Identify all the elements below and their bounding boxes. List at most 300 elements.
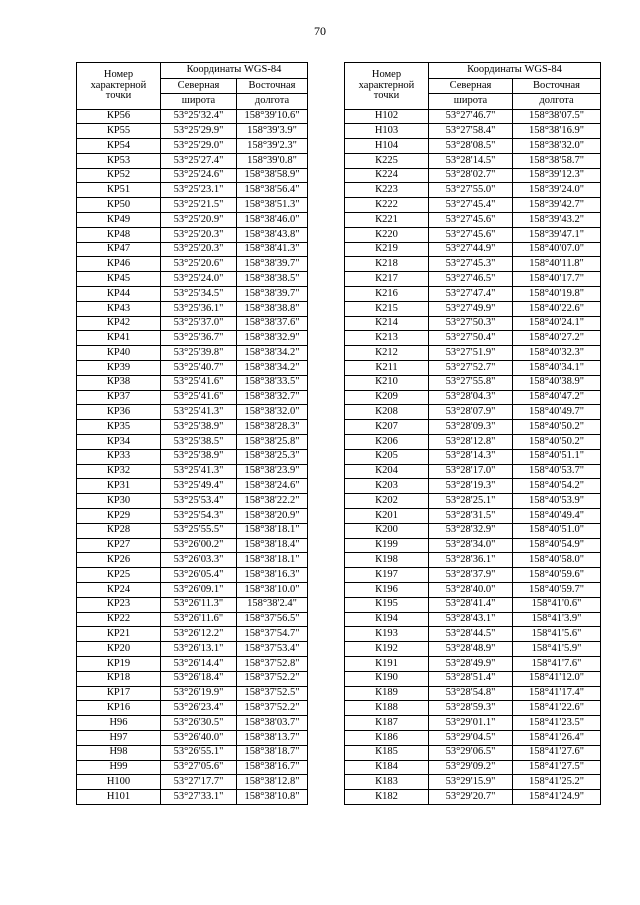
latitude-cell: 53°27'05.6" — [161, 760, 237, 775]
latitude-cell: 53°28'37.9" — [429, 568, 513, 583]
table-row — [345, 287, 601, 302]
point-number-cell: КР35 — [77, 420, 161, 435]
longitude-cell: 158°38'16.7" — [237, 760, 308, 775]
header-point-number: Номер характерной точки — [345, 63, 429, 110]
latitude-cell: 53°25'21.5" — [161, 198, 237, 213]
point-number-cell: К214 — [345, 316, 429, 331]
table-row — [77, 316, 308, 331]
longitude-cell: 158°39'47.1" — [513, 227, 601, 242]
table-row — [77, 361, 308, 376]
latitude-cell: 53°28'34.0" — [429, 538, 513, 553]
table-row — [77, 153, 308, 168]
latitude-cell: 53°25'54.3" — [161, 509, 237, 524]
longitude-cell: 158°38'32.0" — [513, 139, 601, 154]
table-row — [345, 272, 601, 287]
point-number-cell: К219 — [345, 242, 429, 257]
latitude-cell: 53°25'27.4" — [161, 153, 237, 168]
point-number-cell: КР49 — [77, 213, 161, 228]
table-row — [77, 331, 308, 346]
point-number-cell: Н104 — [345, 139, 429, 154]
longitude-cell: 158°41'0.6" — [513, 597, 601, 612]
latitude-cell: 53°26'12.2" — [161, 627, 237, 642]
longitude-cell: 158°41'17.4" — [513, 686, 601, 701]
point-number-cell: КР33 — [77, 449, 161, 464]
point-number-cell: КР17 — [77, 686, 161, 701]
longitude-cell: 158°38'46.0" — [237, 213, 308, 228]
latitude-cell: 53°28'54.8" — [429, 686, 513, 701]
longitude-cell: 158°40'51.1" — [513, 449, 601, 464]
latitude-cell: 53°28'09.3" — [429, 420, 513, 435]
longitude-cell: 158°39'3.9" — [237, 124, 308, 139]
point-number-cell: К201 — [345, 509, 429, 524]
longitude-cell: 158°41'22.6" — [513, 701, 601, 716]
longitude-cell: 158°37'53.4" — [237, 642, 308, 657]
longitude-cell: 158°41'27.6" — [513, 745, 601, 760]
latitude-cell: 53°26'05.4" — [161, 568, 237, 583]
point-number-cell: Н102 — [345, 109, 429, 124]
latitude-cell: 53°28'59.3" — [429, 701, 513, 716]
latitude-cell: 53°27'58.4" — [429, 124, 513, 139]
point-number-cell: К198 — [345, 553, 429, 568]
header-longitude: Восточная — [513, 78, 601, 94]
latitude-cell: 53°26'40.0" — [161, 730, 237, 745]
latitude-cell: 53°29'15.9" — [429, 775, 513, 790]
point-number-cell: КР50 — [77, 198, 161, 213]
longitude-cell: 158°38'10.0" — [237, 583, 308, 598]
longitude-cell: 158°38'32.0" — [237, 405, 308, 420]
table-row — [345, 405, 601, 420]
point-number-cell: Н100 — [77, 775, 161, 790]
point-number-cell: К209 — [345, 390, 429, 405]
point-number-cell: Н96 — [77, 716, 161, 731]
table-row — [77, 464, 308, 479]
longitude-cell: 158°41'24.9" — [513, 790, 601, 805]
latitude-cell: 53°28'19.3" — [429, 479, 513, 494]
table-row — [77, 227, 308, 242]
longitude-cell: 158°40'53.7" — [513, 464, 601, 479]
point-number-cell: КР52 — [77, 168, 161, 183]
longitude-cell: 158°39'0.8" — [237, 153, 308, 168]
latitude-cell: 53°25'20.9" — [161, 213, 237, 228]
header-coords-title: Координаты WGS-84 — [429, 63, 601, 79]
latitude-cell: 53°25'20.3" — [161, 227, 237, 242]
latitude-cell: 53°28'48.9" — [429, 642, 513, 657]
table-row — [345, 390, 601, 405]
longitude-cell: 158°39'12.3" — [513, 168, 601, 183]
point-number-cell: К217 — [345, 272, 429, 287]
longitude-cell: 158°38'56.4" — [237, 183, 308, 198]
table-row — [345, 701, 601, 716]
point-number-cell: КР31 — [77, 479, 161, 494]
coordinates-table-left — [76, 62, 308, 805]
point-number-cell: К208 — [345, 405, 429, 420]
longitude-cell: 158°38'23.9" — [237, 464, 308, 479]
longitude-cell: 158°38'58.7" — [513, 153, 601, 168]
table-row — [77, 790, 308, 805]
longitude-cell: 158°40'51.0" — [513, 523, 601, 538]
latitude-cell: 53°29'09.2" — [429, 760, 513, 775]
longitude-cell: 158°38'33.5" — [237, 375, 308, 390]
table-row — [345, 775, 601, 790]
latitude-cell: 53°27'51.9" — [429, 346, 513, 361]
header-coords-title: Координаты WGS-84 — [161, 63, 308, 79]
table-row — [345, 257, 601, 272]
latitude-cell: 53°28'14.5" — [429, 153, 513, 168]
point-number-cell: КР29 — [77, 509, 161, 524]
table-row — [77, 168, 308, 183]
latitude-cell: 53°27'49.9" — [429, 301, 513, 316]
longitude-cell: 158°41'26.4" — [513, 730, 601, 745]
latitude-cell: 53°25'41.3" — [161, 464, 237, 479]
point-number-cell: КР44 — [77, 287, 161, 302]
table-body-left — [77, 109, 308, 804]
longitude-cell: 158°40'50.2" — [513, 420, 601, 435]
table-row — [77, 435, 308, 450]
longitude-cell: 158°41'25.2" — [513, 775, 601, 790]
point-number-cell: К196 — [345, 583, 429, 598]
longitude-cell: 158°38'25.3" — [237, 449, 308, 464]
latitude-cell: 53°25'39.8" — [161, 346, 237, 361]
longitude-cell: 158°39'2.3" — [237, 139, 308, 154]
latitude-cell: 53°25'24.6" — [161, 168, 237, 183]
latitude-cell: 53°26'09.1" — [161, 583, 237, 598]
longitude-cell: 158°40'11.8" — [513, 257, 601, 272]
table-row — [345, 642, 601, 657]
table-row — [77, 538, 308, 553]
longitude-cell: 158°40'19.8" — [513, 287, 601, 302]
table-row — [77, 213, 308, 228]
latitude-cell: 53°27'44.9" — [429, 242, 513, 257]
point-number-cell: К193 — [345, 627, 429, 642]
table-row — [345, 153, 601, 168]
longitude-cell: 158°38'22.2" — [237, 494, 308, 509]
table-row — [345, 627, 601, 642]
table-row — [77, 139, 308, 154]
latitude-cell: 53°25'36.7" — [161, 331, 237, 346]
longitude-cell: 158°38'34.2" — [237, 346, 308, 361]
latitude-cell: 53°25'37.0" — [161, 316, 237, 331]
point-number-cell: КР45 — [77, 272, 161, 287]
table-row — [77, 612, 308, 627]
longitude-cell: 158°38'12.8" — [237, 775, 308, 790]
table-row — [345, 790, 601, 805]
point-number-cell: КР54 — [77, 139, 161, 154]
point-number-cell: КР53 — [77, 153, 161, 168]
point-number-cell: КР32 — [77, 464, 161, 479]
table-row — [345, 730, 601, 745]
latitude-cell: 53°28'49.9" — [429, 656, 513, 671]
point-number-cell: К223 — [345, 183, 429, 198]
latitude-cell: 53°28'04.3" — [429, 390, 513, 405]
longitude-cell: 158°41'5.9" — [513, 642, 601, 657]
point-number-cell: К189 — [345, 686, 429, 701]
longitude-cell: 158°38'37.6" — [237, 316, 308, 331]
point-number-cell: К185 — [345, 745, 429, 760]
latitude-cell: 53°25'23.1" — [161, 183, 237, 198]
table-row — [77, 583, 308, 598]
point-number-cell: К216 — [345, 287, 429, 302]
latitude-cell: 53°28'07.9" — [429, 405, 513, 420]
table-row — [345, 435, 601, 450]
table-row — [77, 523, 308, 538]
point-number-cell: К211 — [345, 361, 429, 376]
point-number-cell: КР47 — [77, 242, 161, 257]
table-row — [345, 553, 601, 568]
longitude-cell: 158°38'32.9" — [237, 331, 308, 346]
latitude-cell: 53°26'30.5" — [161, 716, 237, 731]
point-number-cell: К205 — [345, 449, 429, 464]
table-row — [345, 583, 601, 598]
point-number-cell: К220 — [345, 227, 429, 242]
point-number-cell: КР43 — [77, 301, 161, 316]
table-row — [345, 109, 601, 124]
point-number-cell: КР16 — [77, 701, 161, 716]
latitude-cell: 53°29'06.5" — [429, 745, 513, 760]
longitude-cell: 158°39'10.6" — [237, 109, 308, 124]
point-number-cell: К195 — [345, 597, 429, 612]
table-row — [345, 760, 601, 775]
point-number-cell: КР38 — [77, 375, 161, 390]
latitude-cell: 53°26'55.1" — [161, 745, 237, 760]
latitude-cell: 53°25'38.5" — [161, 435, 237, 450]
table-row — [77, 375, 308, 390]
table-row — [345, 198, 601, 213]
table-row — [77, 257, 308, 272]
longitude-cell: 158°37'52.2" — [237, 671, 308, 686]
table-row — [77, 124, 308, 139]
table-row — [345, 449, 601, 464]
longitude-cell: 158°38'18.7" — [237, 745, 308, 760]
longitude-cell: 158°38'32.7" — [237, 390, 308, 405]
longitude-cell: 158°38'24.6" — [237, 479, 308, 494]
table-row — [345, 168, 601, 183]
latitude-cell: 53°28'17.0" — [429, 464, 513, 479]
latitude-cell: 53°27'45.3" — [429, 257, 513, 272]
longitude-cell: 158°40'49.4" — [513, 509, 601, 524]
table-row — [77, 509, 308, 524]
latitude-cell: 53°28'32.9" — [429, 523, 513, 538]
table-row — [345, 301, 601, 316]
header-longitude-sub: долгота — [513, 94, 601, 110]
latitude-cell: 53°26'03.3" — [161, 553, 237, 568]
point-number-cell: КР39 — [77, 361, 161, 376]
point-number-cell: К188 — [345, 701, 429, 716]
table-row — [345, 597, 601, 612]
point-number-cell: К222 — [345, 198, 429, 213]
point-number-cell: К221 — [345, 213, 429, 228]
longitude-cell: 158°40'32.3" — [513, 346, 601, 361]
table-row — [345, 671, 601, 686]
point-number-cell: Н98 — [77, 745, 161, 760]
table-row — [77, 627, 308, 642]
longitude-cell: 158°40'49.7" — [513, 405, 601, 420]
latitude-cell: 53°25'34.5" — [161, 287, 237, 302]
longitude-cell: 158°41'3.9" — [513, 612, 601, 627]
longitude-cell: 158°38'34.2" — [237, 361, 308, 376]
latitude-cell: 53°26'14.4" — [161, 656, 237, 671]
point-number-cell: К204 — [345, 464, 429, 479]
longitude-cell: 158°40'38.9" — [513, 375, 601, 390]
latitude-cell: 53°27'45.4" — [429, 198, 513, 213]
longitude-cell: 158°41'5.6" — [513, 627, 601, 642]
latitude-cell: 53°27'17.7" — [161, 775, 237, 790]
latitude-cell: 53°25'53.4" — [161, 494, 237, 509]
longitude-cell: 158°40'58.0" — [513, 553, 601, 568]
point-number-cell: КР24 — [77, 583, 161, 598]
longitude-cell: 158°38'16.3" — [237, 568, 308, 583]
header-longitude-sub: долгота — [237, 94, 308, 110]
latitude-cell: 53°28'43.1" — [429, 612, 513, 627]
point-number-cell: К202 — [345, 494, 429, 509]
latitude-cell: 53°26'18.4" — [161, 671, 237, 686]
latitude-cell: 53°27'47.4" — [429, 287, 513, 302]
longitude-cell: 158°40'53.9" — [513, 494, 601, 509]
header-longitude: Восточная — [237, 78, 308, 94]
latitude-cell: 53°25'41.6" — [161, 375, 237, 390]
latitude-cell: 53°28'36.1" — [429, 553, 513, 568]
table-row — [345, 509, 601, 524]
longitude-cell: 158°38'51.3" — [237, 198, 308, 213]
table-row — [77, 686, 308, 701]
latitude-cell: 53°25'41.3" — [161, 405, 237, 420]
latitude-cell: 53°25'29.0" — [161, 139, 237, 154]
table-row — [77, 716, 308, 731]
longitude-cell: 158°38'10.8" — [237, 790, 308, 805]
point-number-cell: КР36 — [77, 405, 161, 420]
table-row — [77, 272, 308, 287]
header-latitude-sub: широта — [161, 94, 237, 110]
longitude-cell: 158°40'27.2" — [513, 331, 601, 346]
longitude-cell: 158°40'07.0" — [513, 242, 601, 257]
table-row — [345, 242, 601, 257]
point-number-cell: Н103 — [345, 124, 429, 139]
longitude-cell: 158°40'54.9" — [513, 538, 601, 553]
latitude-cell: 53°27'52.7" — [429, 361, 513, 376]
point-number-cell: КР20 — [77, 642, 161, 657]
table-row — [77, 775, 308, 790]
point-number-cell: К186 — [345, 730, 429, 745]
longitude-cell: 158°37'52.2" — [237, 701, 308, 716]
point-number-cell: К199 — [345, 538, 429, 553]
table-row — [77, 346, 308, 361]
table-row — [345, 375, 601, 390]
longitude-cell: 158°37'56.5" — [237, 612, 308, 627]
point-number-cell: КР34 — [77, 435, 161, 450]
point-number-cell: КР28 — [77, 523, 161, 538]
table-row — [77, 479, 308, 494]
longitude-cell: 158°38'03.7" — [237, 716, 308, 731]
longitude-cell: 158°40'47.2" — [513, 390, 601, 405]
latitude-cell: 53°28'41.4" — [429, 597, 513, 612]
header-latitude: Северная — [429, 78, 513, 94]
longitude-cell: 158°41'12.0" — [513, 671, 601, 686]
latitude-cell: 53°25'36.1" — [161, 301, 237, 316]
latitude-cell: 53°27'55.0" — [429, 183, 513, 198]
latitude-cell: 53°25'24.0" — [161, 272, 237, 287]
point-number-cell: КР46 — [77, 257, 161, 272]
latitude-cell: 53°26'23.4" — [161, 701, 237, 716]
latitude-cell: 53°27'50.3" — [429, 316, 513, 331]
point-number-cell: КР51 — [77, 183, 161, 198]
table-row — [77, 745, 308, 760]
latitude-cell: 53°29'04.5" — [429, 730, 513, 745]
latitude-cell: 53°27'33.1" — [161, 790, 237, 805]
longitude-cell: 158°38'20.9" — [237, 509, 308, 524]
point-number-cell: К187 — [345, 716, 429, 731]
header-latitude-sub: широта — [429, 94, 513, 110]
longitude-cell: 158°39'43.2" — [513, 213, 601, 228]
point-number-cell: КР48 — [77, 227, 161, 242]
longitude-cell: 158°38'39.7" — [237, 287, 308, 302]
longitude-cell: 158°40'24.1" — [513, 316, 601, 331]
point-number-cell: КР18 — [77, 671, 161, 686]
point-number-cell: К200 — [345, 523, 429, 538]
point-number-cell: КР23 — [77, 597, 161, 612]
longitude-cell: 158°38'38.8" — [237, 301, 308, 316]
longitude-cell: 158°38'39.7" — [237, 257, 308, 272]
table-row — [345, 464, 601, 479]
latitude-cell: 53°28'31.5" — [429, 509, 513, 524]
longitude-cell: 158°38'07.5" — [513, 109, 601, 124]
table-row — [345, 124, 601, 139]
header-point-number: Номер характерной точки — [77, 63, 161, 110]
point-number-cell: К182 — [345, 790, 429, 805]
longitude-cell: 158°38'13.7" — [237, 730, 308, 745]
table-row — [345, 494, 601, 509]
point-number-cell: К212 — [345, 346, 429, 361]
longitude-cell: 158°40'50.2" — [513, 435, 601, 450]
longitude-cell: 158°38'2.4" — [237, 597, 308, 612]
latitude-cell: 53°25'20.6" — [161, 257, 237, 272]
point-number-cell: К194 — [345, 612, 429, 627]
latitude-cell: 53°29'20.7" — [429, 790, 513, 805]
point-number-cell: КР55 — [77, 124, 161, 139]
table-row — [77, 553, 308, 568]
latitude-cell: 53°28'44.5" — [429, 627, 513, 642]
point-number-cell: КР22 — [77, 612, 161, 627]
longitude-cell: 158°37'52.5" — [237, 686, 308, 701]
longitude-cell: 158°41'23.5" — [513, 716, 601, 731]
longitude-cell: 158°37'54.7" — [237, 627, 308, 642]
point-number-cell: Н97 — [77, 730, 161, 745]
table-row — [77, 656, 308, 671]
longitude-cell: 158°41'27.5" — [513, 760, 601, 775]
latitude-cell: 53°25'40.7" — [161, 361, 237, 376]
table-row — [345, 523, 601, 538]
table-row — [345, 139, 601, 154]
latitude-cell: 53°27'46.7" — [429, 109, 513, 124]
point-number-cell: К213 — [345, 331, 429, 346]
page-number: 70 — [314, 24, 326, 38]
longitude-cell: 158°38'43.8" — [237, 227, 308, 242]
point-number-cell: КР25 — [77, 568, 161, 583]
latitude-cell: 53°25'55.5" — [161, 523, 237, 538]
point-number-cell: КР19 — [77, 656, 161, 671]
table-body-right — [345, 109, 601, 804]
latitude-cell: 53°28'40.0" — [429, 583, 513, 598]
latitude-cell: 53°28'51.4" — [429, 671, 513, 686]
longitude-cell: 158°40'59.7" — [513, 583, 601, 598]
longitude-cell: 158°38'38.5" — [237, 272, 308, 287]
longitude-cell: 158°38'58.9" — [237, 168, 308, 183]
table-row — [345, 213, 601, 228]
table-row — [77, 390, 308, 405]
table-row — [77, 287, 308, 302]
point-number-cell: КР56 — [77, 109, 161, 124]
table-row — [345, 686, 601, 701]
table-row — [77, 183, 308, 198]
point-number-cell: К191 — [345, 656, 429, 671]
